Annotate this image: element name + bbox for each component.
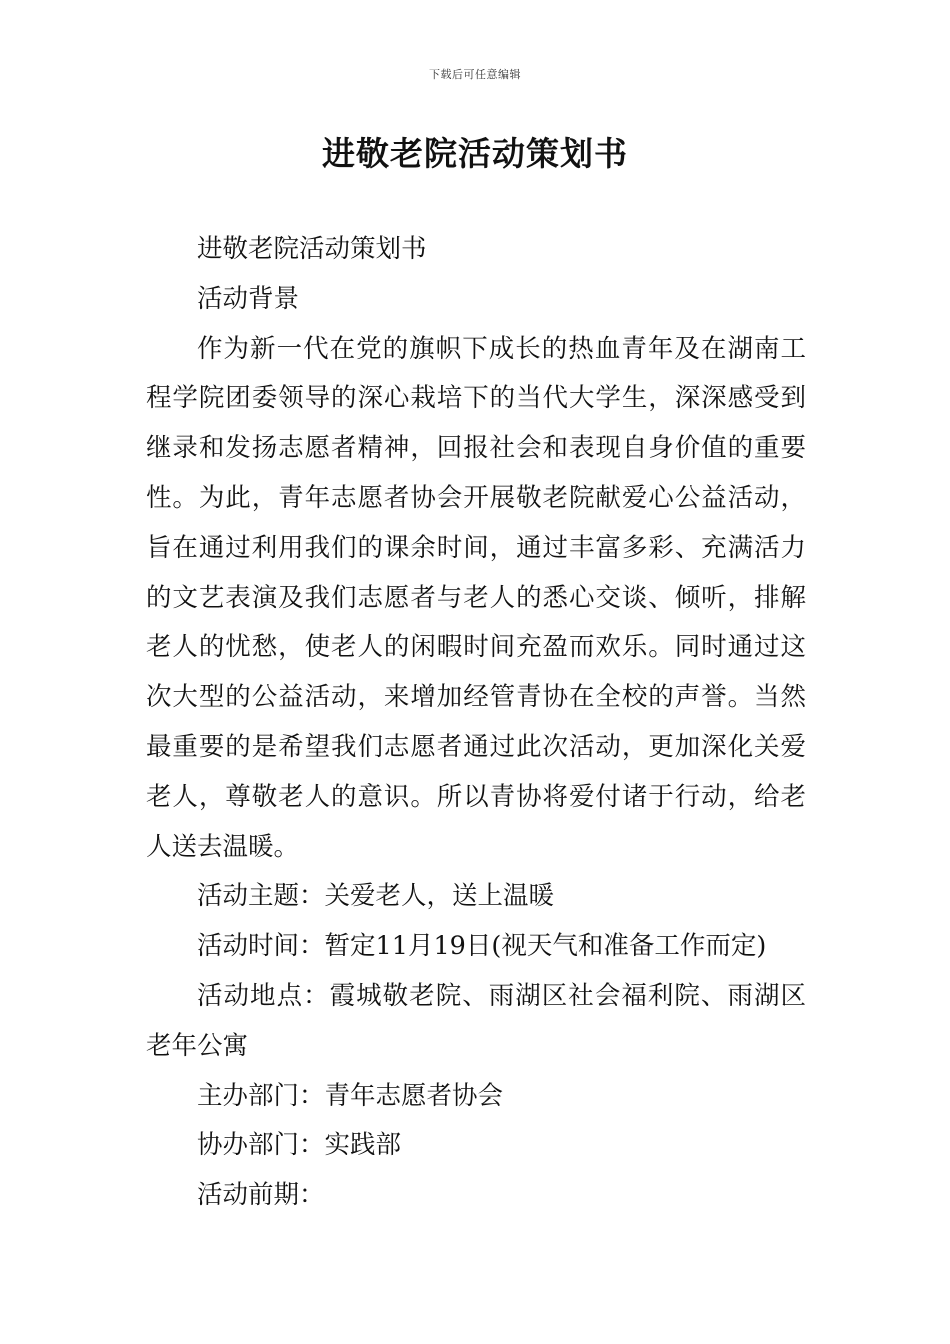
pre-activity-heading: 活动前期： [197, 1180, 325, 1211]
activity-location: 活动地点：霞城敬老院、雨湖区社会福利院、雨湖区老年公寓 [146, 980, 806, 1061]
co-organizer: 协办部门：实践部 [197, 1130, 402, 1161]
section-heading-background: 活动背景 [197, 283, 300, 314]
document-body [146, 225, 806, 1221]
download-note: 下载后可任意编辑 [429, 68, 521, 81]
activity-time: 活动时间：暂定11月19日(视天气和准备工作而定) [197, 931, 767, 962]
background-paragraph: 作为新一代在党的旗帜下成长的热血青年及在湖南工程学院团委领导的深心栽培下的当代大学生，深深感受到继录和发扬志愿者精神，回报社会和表现自身价值的重要性。为此，青年志愿者协会开展敬老院献爱心公益活动，旨在通过利用我们的课余时间，通过丰富多彩、充满活力的文艺表演及我们志愿者与老人的悉心交谈、倾听，排解老人的忧愁，使老人的闲暇时间充盈而欢乐。同时通过这次大型的公益活动，来增加经管青协在全校的声誉。当然最重要的是希望我们志愿者通过此次活动，更加深化关爱老人，尊敬老人的意识。所以青协将爱付诸于行动，给老人送去温暖。 [146, 333, 806, 862]
subtitle-paragraph: 进敬老院活动策划书 [197, 234, 427, 264]
organizer: 主办部门：青年志愿者协会 [197, 1080, 504, 1111]
activity-theme: 活动主题：关爱老人，送上温暖 [197, 881, 555, 912]
document-title: 进敬老院活动策划书 [322, 134, 628, 173]
